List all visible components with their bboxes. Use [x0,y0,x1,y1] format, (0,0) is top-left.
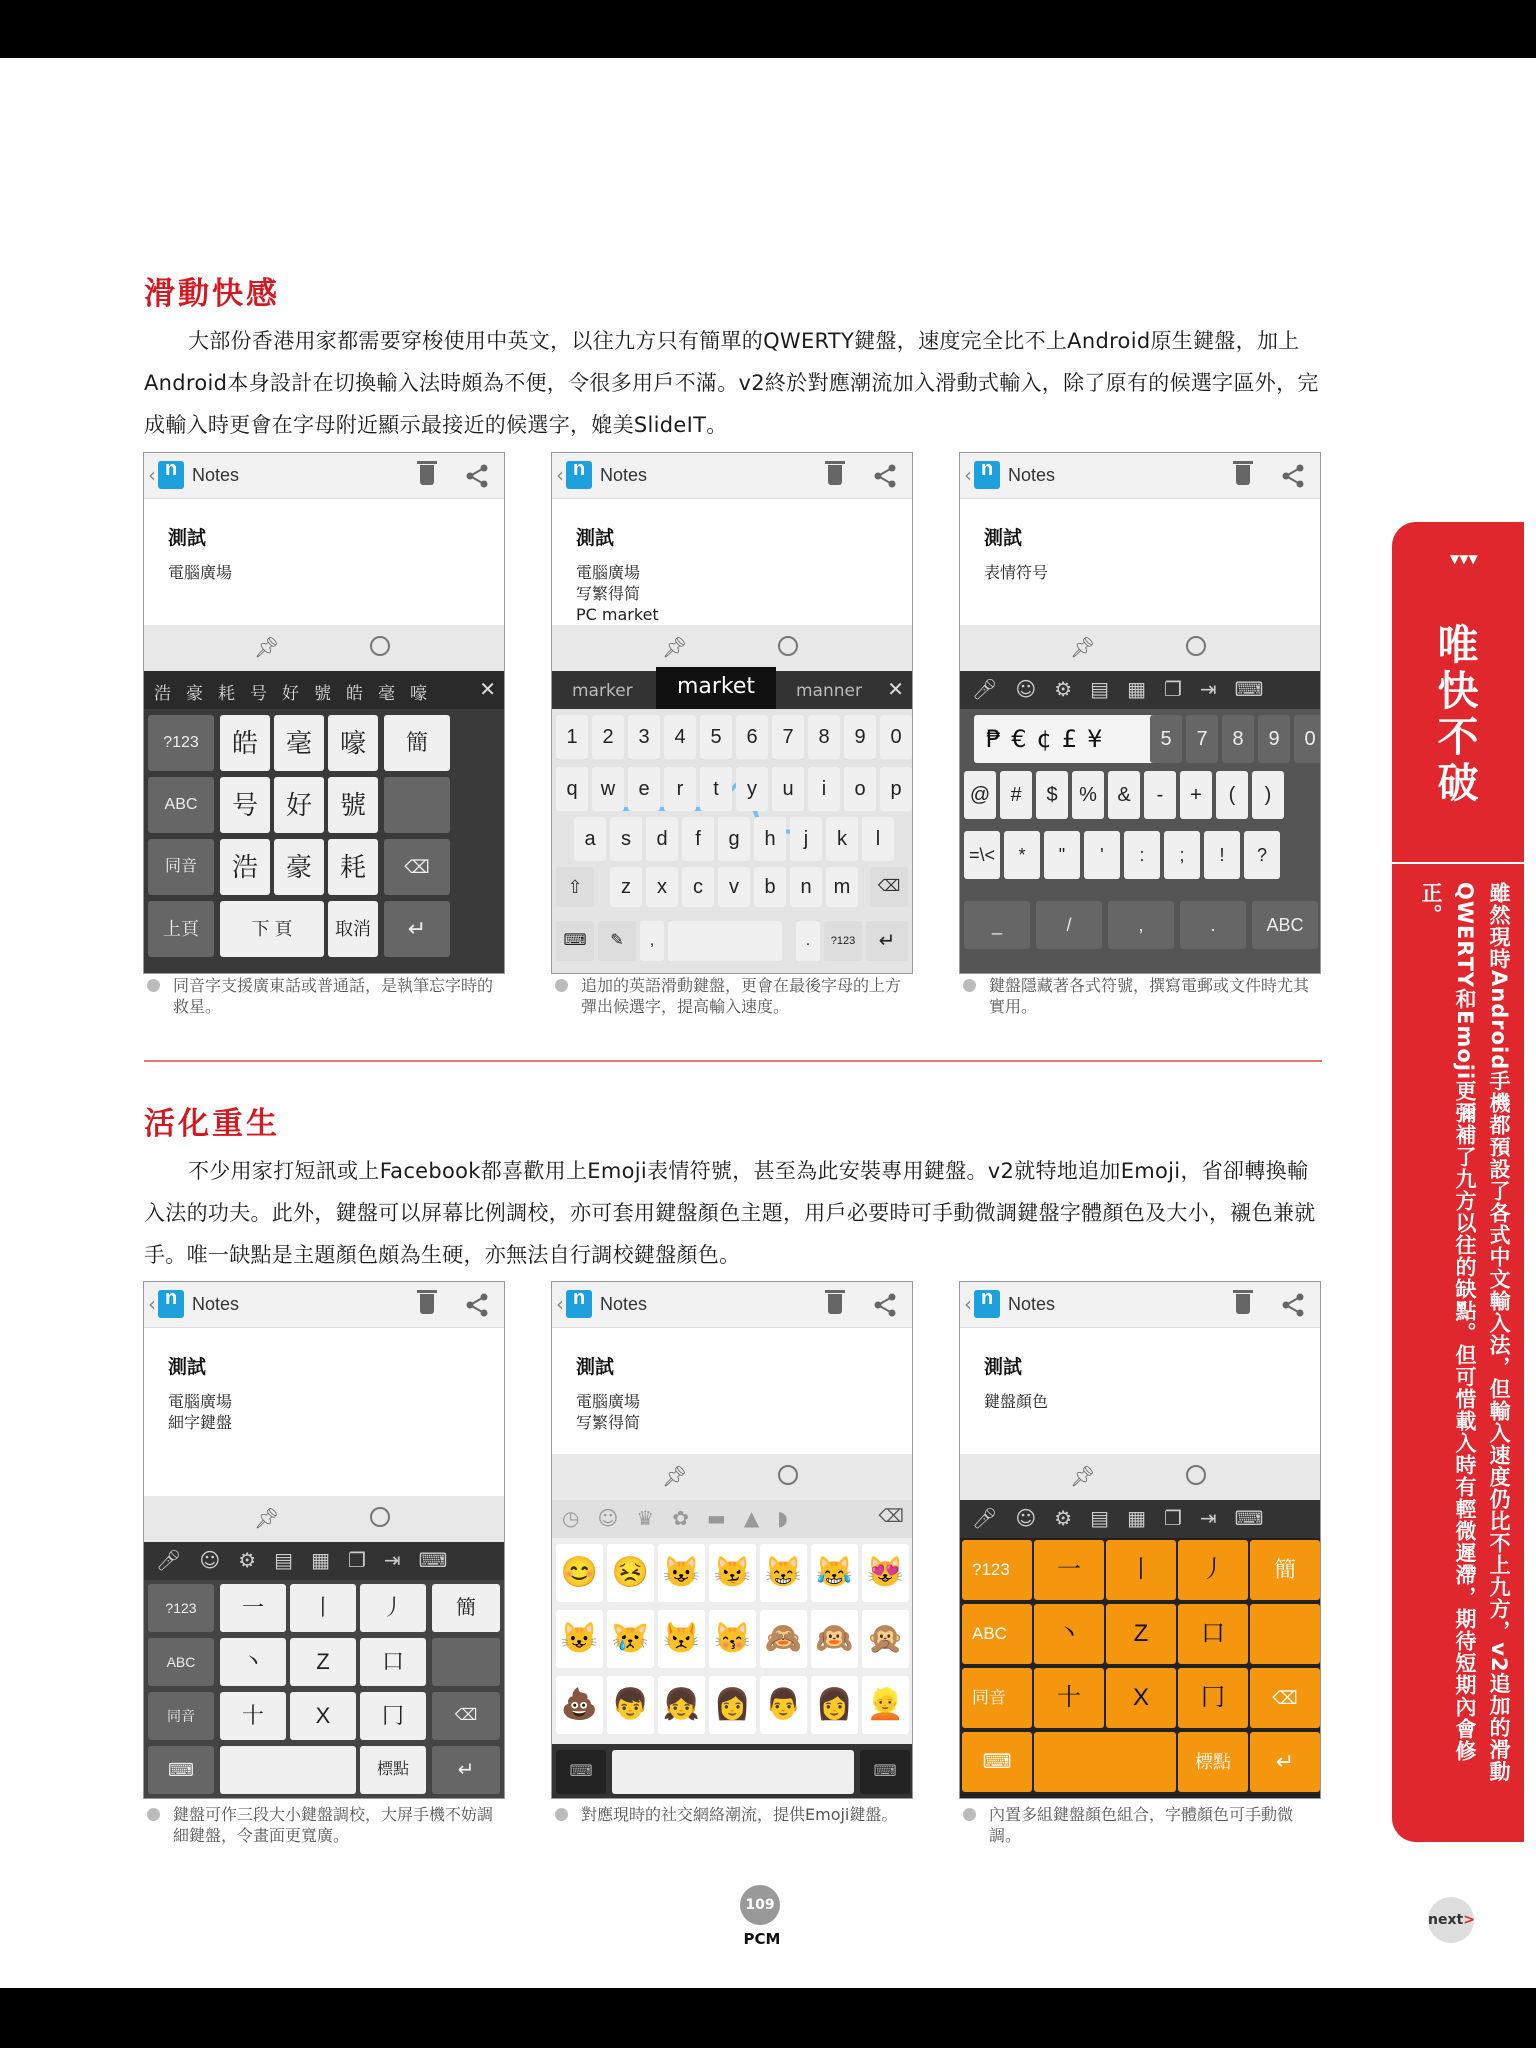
note-line: 写繁得简 [576,584,641,603]
key-prev-page[interactable]: 上頁 [148,901,214,957]
key-punctuation[interactable]: 標點 [1178,1732,1248,1792]
key[interactable]: 號 [328,777,378,833]
screenshot-phone-4 [143,1281,505,1799]
notes-app-icon [566,461,592,489]
key[interactable]: 9 [844,715,876,759]
backspace-icon[interactable]: ⌫ [384,839,450,895]
app-title: Notes [1008,465,1056,485]
key[interactable]: =\< [964,831,1000,879]
app-title: Notes [192,465,240,485]
screenshot-phone-3 [959,452,1321,974]
key[interactable]: a [574,817,606,861]
note-heading: 測試 [576,1356,615,1378]
key[interactable]: 浩 [220,839,270,895]
key-traditional-simplified[interactable]: 簡 [1250,1540,1320,1600]
shift-icon[interactable]: ⇧ [556,867,594,907]
key[interactable]: 耗 [328,839,378,895]
emoji-icon[interactable]: 👩 [709,1676,756,1734]
trash-icon[interactable] [1236,1294,1250,1314]
space-key[interactable] [1034,1732,1176,1792]
keyboard-icon[interactable]: ⌨ [556,921,594,961]
note-content[interactable] [168,523,232,583]
key-traditional-simplified[interactable]: 簡 [384,715,450,771]
key[interactable]: x [646,867,678,907]
caption-1: 同音字支援廣東話或普通話，是執筆忘字時的救星。 [143,975,503,1017]
trash-icon[interactable] [828,1294,842,1314]
key[interactable]: - [1144,771,1176,819]
key[interactable]: 4 [664,715,696,759]
space-key[interactable] [384,777,450,833]
emoji-icon[interactable]: 😺 [658,1544,705,1602]
key[interactable]: r [664,767,696,811]
alarm-icon[interactable] [1186,636,1206,656]
back-chevron-icon[interactable]: ‹ [964,1292,972,1316]
note-heading: 測試 [984,1356,1023,1378]
function-bar [960,671,1320,709]
note-heading: 測試 [984,527,1023,549]
section1-paragraph: 大部份香港用家都需要穿梭使用中英文，以往九方只有簡單的QWERTY鍵盤，速度完全比不上Android原生鍵盤，加上Android本身設計在切換輸入法時頗為不便，令很多用戶不滿。v2終於對應潮流加入滑動式輸入，除了原有的候選字區外，完成輸入時更會在字母附近顯示最接近的候選字，媲美SlideIT。 [144,329,1319,437]
note-line: 電腦廣場 [168,563,233,582]
key[interactable]: i [808,767,840,811]
alarm-icon[interactable] [778,1465,798,1485]
stroke-keyboard [144,709,504,974]
key-homophone[interactable]: 同音 [148,1692,214,1740]
key[interactable]: 8 [1222,715,1254,763]
key[interactable]: 0 [880,715,912,759]
keyboard-icon[interactable]: ⌨ [860,1750,910,1794]
sidebar-callout [1392,522,1524,1842]
trash-icon[interactable] [1236,465,1250,485]
action-bar [552,453,912,499]
enter-icon[interactable]: ↵ [866,921,908,961]
note-content[interactable] [576,523,659,625]
key[interactable]: 一 [1034,1540,1104,1600]
key[interactable]: 皓 [220,715,270,771]
key[interactable]: @ [964,771,996,819]
orange-stroke-keyboard [960,1538,1320,1799]
enter-icon[interactable]: ↵ [432,1746,500,1794]
function-icons[interactable]: 🎤︎☺⚙▤▦❐⇥⌨ [156,1548,466,1572]
qwerty-keyboard [552,709,912,974]
notes-app-icon [974,1290,1000,1318]
key-traditional-simplified[interactable]: 簡 [432,1584,500,1632]
key[interactable]: * [1004,831,1040,879]
key[interactable]: 3 [628,715,660,759]
bottom-black-bar [0,1988,1536,2048]
trash-icon[interactable] [420,465,434,485]
key[interactable]: 丨 [1106,1540,1176,1600]
key[interactable]: 冂 [1178,1668,1248,1728]
candidate-bar [552,671,912,709]
function-icons[interactable]: 🎤︎☺⚙▤▦❐⇥⌨ [972,1506,1282,1530]
key[interactable]: ( [1216,771,1248,819]
key[interactable]: v [718,867,750,907]
key[interactable]: Z [290,1638,356,1686]
symbol-keyboard [960,709,1320,974]
alarm-icon[interactable] [370,1507,390,1527]
space-key[interactable] [432,1638,500,1686]
notes-app-icon [566,1290,592,1318]
section2-paragraph: 不少用家打短訊或上Facebook都喜歡用上Emoji表情符號，甚至為此安裝專用鍵盤。v2就特地追加Emoji，省卻轉換輸入法的功夫。此外，鍵盤可以屏幕比例調校，亦可套用鍵盤顏色主題，用戶必要時可手動微調鍵盤字體顏色及大小，襯色兼就手。唯一缺點是主題顏色頗為生硬，亦無法自行調校鍵盤顏色。 [144,1159,1316,1267]
key[interactable]: b [754,867,786,907]
key-cancel[interactable]: 取消 [328,901,378,957]
key-123[interactable]: ?123 [148,1584,214,1632]
share-icon[interactable] [464,463,490,489]
note-heading: 測試 [576,527,615,549]
note-line: 電腦廣場 [576,563,641,582]
bullet-icon [963,1808,976,1821]
emoji-category-icons[interactable]: ◷☺♛✿▬▲◗ [562,1506,806,1530]
emoji-keyboard [552,1538,912,1799]
section2-title: 活化重生 [144,1106,280,1142]
key[interactable]: g [718,817,750,861]
action-bar [960,1282,1320,1328]
emoji-icon[interactable]: 👦 [607,1676,654,1734]
pin-icon[interactable]: 📌︎ [254,1506,280,1530]
screenshot-phone-6 [959,1281,1321,1799]
key-homophone[interactable]: 同音 [962,1668,1032,1728]
key[interactable]: 丿 [360,1584,426,1632]
emoji-icon[interactable]: 😸 [760,1544,807,1602]
key[interactable]: + [1180,771,1212,819]
note-heading: 測試 [168,527,207,549]
candidate-bar [144,671,504,709]
app-title: Notes [600,1294,648,1314]
candidate-selected[interactable]: market [656,667,776,709]
page-number: 109 [740,1885,780,1925]
key[interactable]: 好 [274,777,324,833]
key[interactable]: 十 [220,1692,286,1740]
key[interactable]: 6 [736,715,768,759]
emoji-icon[interactable]: 🙊 [862,1610,909,1668]
sidebar-divider [1392,862,1524,864]
share-icon[interactable] [1280,1292,1306,1318]
key[interactable]: / [1036,901,1102,949]
space-key[interactable] [220,1746,356,1794]
sidebar-text: 雖然現時Android手機都預設了各式中文輸入法，但輸入速度仍比不上九方，v2追加的滑動QWERTY和Emoji更彌補了九方以往的缺點。但可惜載入時有輕微遲滯，期待短期內會修正。 [1419,882,1511,1783]
key[interactable]: ' [1084,831,1120,879]
note-toolbar [552,625,912,671]
key[interactable]: z [610,867,642,907]
section-divider [144,1060,1322,1062]
note-toolbar [144,625,504,671]
note-content[interactable] [984,523,1048,583]
space-key[interactable] [612,1750,854,1794]
note-line: 写繁得简 [576,1413,641,1432]
emoji-bottom-bar [552,1744,912,1799]
key[interactable]: u [772,767,804,811]
key[interactable]: j [790,817,822,861]
key[interactable]: ) [1252,771,1284,819]
key[interactable]: l [862,817,894,861]
key[interactable]: & [1108,771,1140,819]
key[interactable]: X [1106,1668,1176,1728]
app-title: Notes [1008,1294,1056,1314]
magazine-brand: PCM [743,1930,781,1948]
key[interactable]: ! [1204,831,1240,879]
key[interactable]: ? [1244,831,1280,879]
screenshot-phone-2 [551,452,913,974]
trash-icon[interactable] [420,1294,434,1314]
emoji-icon[interactable]: 😾 [658,1610,705,1668]
key[interactable]: e [628,767,660,811]
key[interactable]: 0 [1294,715,1321,763]
note-heading: 測試 [168,1356,207,1378]
action-bar [552,1282,912,1328]
key[interactable]: 5 [1150,715,1182,763]
key[interactable]: : [1124,831,1160,879]
key-next-page[interactable]: 下 頁 [220,901,324,957]
alarm-icon[interactable] [778,636,798,656]
backspace-icon[interactable]: ⌫ [870,867,908,907]
key[interactable]: k [826,817,858,861]
key[interactable]: , [1108,901,1174,949]
notes-app-icon [158,461,184,489]
key[interactable]: 毫 [274,715,324,771]
key-abc[interactable]: ABC [148,777,214,833]
caption-3: 鍵盤隱藏著各式符號，撰寫電郵或文件時尤其實用。 [959,975,1319,1017]
key-abc[interactable]: ABC [148,1638,214,1686]
key[interactable]: . [1180,901,1246,949]
pin-icon[interactable]: 📌︎ [1070,1464,1096,1488]
caption-5: 對應現時的社交網絡潮流，提供Emoji鍵盤。 [551,1804,911,1825]
bullet-icon [147,1808,160,1821]
candidate-list[interactable]: 浩豪耗号好號皓毫嚎 [154,684,442,704]
note-toolbar [144,1496,504,1542]
note-line: 鍵盤顏色 [984,1392,1049,1411]
note-line: 表情符号 [984,563,1049,582]
emoji-icon[interactable]: 😺 [556,1610,603,1668]
key[interactable]: 丨 [290,1584,356,1632]
emoji-icon[interactable]: 👨 [760,1676,807,1734]
close-icon[interactable]: ✕ [887,677,904,701]
handwrite-icon[interactable]: ✎ [598,921,636,961]
keyboard-icon[interactable]: ⌨ [556,1750,606,1794]
next-page-button[interactable]: next> [1428,1897,1474,1943]
note-toolbar [960,1454,1320,1500]
key[interactable]: 冂 [360,1692,426,1740]
emoji-icon[interactable]: 🙉 [811,1610,858,1668]
comma-key[interactable]: , [640,921,664,961]
key[interactable]: 一 [220,1584,286,1632]
share-icon[interactable] [1280,463,1306,489]
note-line: 電腦廣場 [168,1392,233,1411]
app-title: Notes [192,1294,240,1314]
emoji-icon[interactable]: 💩 [556,1676,603,1734]
pin-icon[interactable]: 📌︎ [1070,635,1096,659]
alarm-icon[interactable] [370,636,390,656]
enter-icon[interactable]: ↵ [384,901,450,957]
key[interactable]: 丿 [1178,1540,1248,1600]
key-123[interactable]: ?123 [962,1540,1032,1600]
app-title: Notes [600,465,648,485]
emoji-category-bar [552,1500,912,1538]
key[interactable]: d [646,817,678,861]
key[interactable]: " [1044,831,1080,879]
notes-app-icon [158,1290,184,1318]
key[interactable]: o [844,767,876,811]
key-homophone[interactable]: 同音 [148,839,214,895]
key[interactable]: f [682,817,714,861]
back-chevron-icon[interactable]: ‹ [964,463,972,487]
key[interactable]: X [290,1692,356,1740]
key[interactable]: $ [1036,771,1068,819]
caption-2: 追加的英語滑動鍵盤，更會在最後字母的上方彈出候選字，提高輸入速度。 [551,975,911,1017]
backspace-icon[interactable]: ⌫ [1250,1668,1320,1728]
key[interactable]: 十 [1034,1668,1104,1728]
key[interactable]: t [700,767,732,811]
note-line: 電腦廣場 [576,1392,641,1411]
decoration-icon: ▼▼▼ [1450,552,1478,566]
key-123[interactable]: ?123 [824,921,862,961]
key[interactable]: ; [1164,831,1200,879]
action-bar [960,453,1320,499]
key[interactable]: q [556,767,588,811]
emoji-icon[interactable]: 😻 [862,1544,909,1602]
share-icon[interactable] [872,463,898,489]
space-key[interactable] [1250,1604,1320,1664]
screenshot-phone-1 [143,452,505,974]
note-content[interactable] [168,1352,232,1433]
key[interactable]: % [1072,771,1104,819]
bullet-icon [147,979,160,992]
bullet-icon [555,1808,568,1821]
section1-title: 滑動快感 [144,276,280,312]
notes-app-icon [974,461,1000,489]
currency-popup[interactable]: ₱€¢£¥ [974,715,1160,763]
space-key[interactable] [668,921,782,961]
key[interactable]: 7 [1186,715,1218,763]
key[interactable]: 口 [1178,1604,1248,1664]
action-bar [144,1282,504,1328]
trash-icon[interactable] [828,465,842,485]
caption-6: 內置多組鍵盤顏色組合，字體顏色可手動微調。 [959,1804,1319,1846]
pin-icon[interactable]: 📌︎ [662,1464,688,1488]
key[interactable]: 丶 [220,1638,286,1686]
key[interactable]: ABC [1252,901,1318,949]
small-stroke-keyboard [144,1580,504,1799]
key[interactable]: 1 [556,715,588,759]
emoji-icon[interactable]: 😿 [607,1610,654,1668]
note-line: PC market [576,605,659,624]
keyboard-icon[interactable]: ⌨ [962,1732,1032,1792]
key[interactable]: 2 [592,715,624,759]
top-black-bar [0,0,1536,58]
key[interactable]: n [790,867,822,907]
candidate[interactable]: manner [796,681,862,701]
share-icon[interactable] [872,1292,898,1318]
enter-icon[interactable]: ↵ [1250,1732,1320,1792]
note-content[interactable] [576,1352,640,1433]
period-key[interactable]: . [796,921,820,961]
bullet-icon [963,979,976,992]
key[interactable]: w [592,767,624,811]
key[interactable]: 丶 [1034,1604,1104,1664]
key-123[interactable]: ?123 [148,715,214,771]
emoji-icon[interactable]: 😼 [709,1544,756,1602]
caption-4: 鍵盤可作三段大小鍵盤調校，大屏手機不妨調細鍵盤，令畫面更寬廣。 [143,1804,503,1846]
note-content[interactable] [984,1352,1048,1412]
key[interactable]: 8 [808,715,840,759]
close-icon[interactable]: ✕ [479,677,496,701]
candidate[interactable]: marker [572,681,633,701]
key[interactable]: 7 [772,715,804,759]
function-bar [960,1500,1320,1538]
screenshot-phone-5 [551,1281,913,1799]
emoji-icon[interactable]: 😊 [556,1544,603,1602]
emoji-icon[interactable]: 👩 [811,1676,858,1734]
emoji-icon[interactable]: 😣 [607,1544,654,1602]
key[interactable]: s [610,817,642,861]
key[interactable]: m [826,867,858,907]
key[interactable]: 5 [700,715,732,759]
function-bar [144,1542,504,1580]
key[interactable]: c [682,867,714,907]
emoji-icon[interactable]: 😹 [811,1544,858,1602]
note-line: 細字鍵盤 [168,1413,233,1432]
pin-icon[interactable]: 📌︎ [662,635,688,659]
alarm-icon[interactable] [1186,1465,1206,1485]
backspace-icon[interactable]: ⌫ [878,1506,904,1527]
key[interactable]: h [754,817,786,861]
sidebar-title: 唯快不破 [1437,621,1479,807]
note-toolbar [960,625,1320,671]
pin-icon[interactable]: 📌︎ [254,635,280,659]
key[interactable]: 嚎 [328,715,378,771]
key[interactable]: # [1000,771,1032,819]
key[interactable]: 豪 [274,839,324,895]
key[interactable]: 口 [360,1638,426,1686]
function-icons[interactable]: 🎤︎☺⚙▤▦❐⇥⌨ [972,677,1282,701]
backspace-icon[interactable]: ⌫ [432,1692,500,1740]
key[interactable]: 9 [1258,715,1290,763]
key[interactable]: p [880,767,912,811]
emoji-icon[interactable]: 👧 [658,1676,705,1734]
emoji-icon[interactable]: 🙈 [760,1610,807,1668]
share-icon[interactable] [464,1292,490,1318]
emoji-icon[interactable]: 👱 [862,1676,909,1734]
action-bar [144,453,504,499]
key-punctuation[interactable]: 標點 [360,1746,426,1794]
key[interactable]: _ [964,901,1030,949]
back-chevron-icon[interactable]: ‹ [556,1292,564,1316]
note-toolbar [552,1454,912,1500]
key[interactable]: Z [1106,1604,1176,1664]
key[interactable]: y [736,767,768,811]
back-chevron-icon[interactable]: ‹ [556,463,564,487]
bullet-icon [555,979,568,992]
key-abc[interactable]: ABC [962,1604,1032,1664]
back-chevron-icon[interactable]: ‹ [148,463,156,487]
keyboard-icon[interactable]: ⌨ [148,1746,214,1794]
back-chevron-icon[interactable]: ‹ [148,1292,156,1316]
emoji-icon[interactable]: 😽 [709,1610,756,1668]
key[interactable]: 号 [220,777,270,833]
